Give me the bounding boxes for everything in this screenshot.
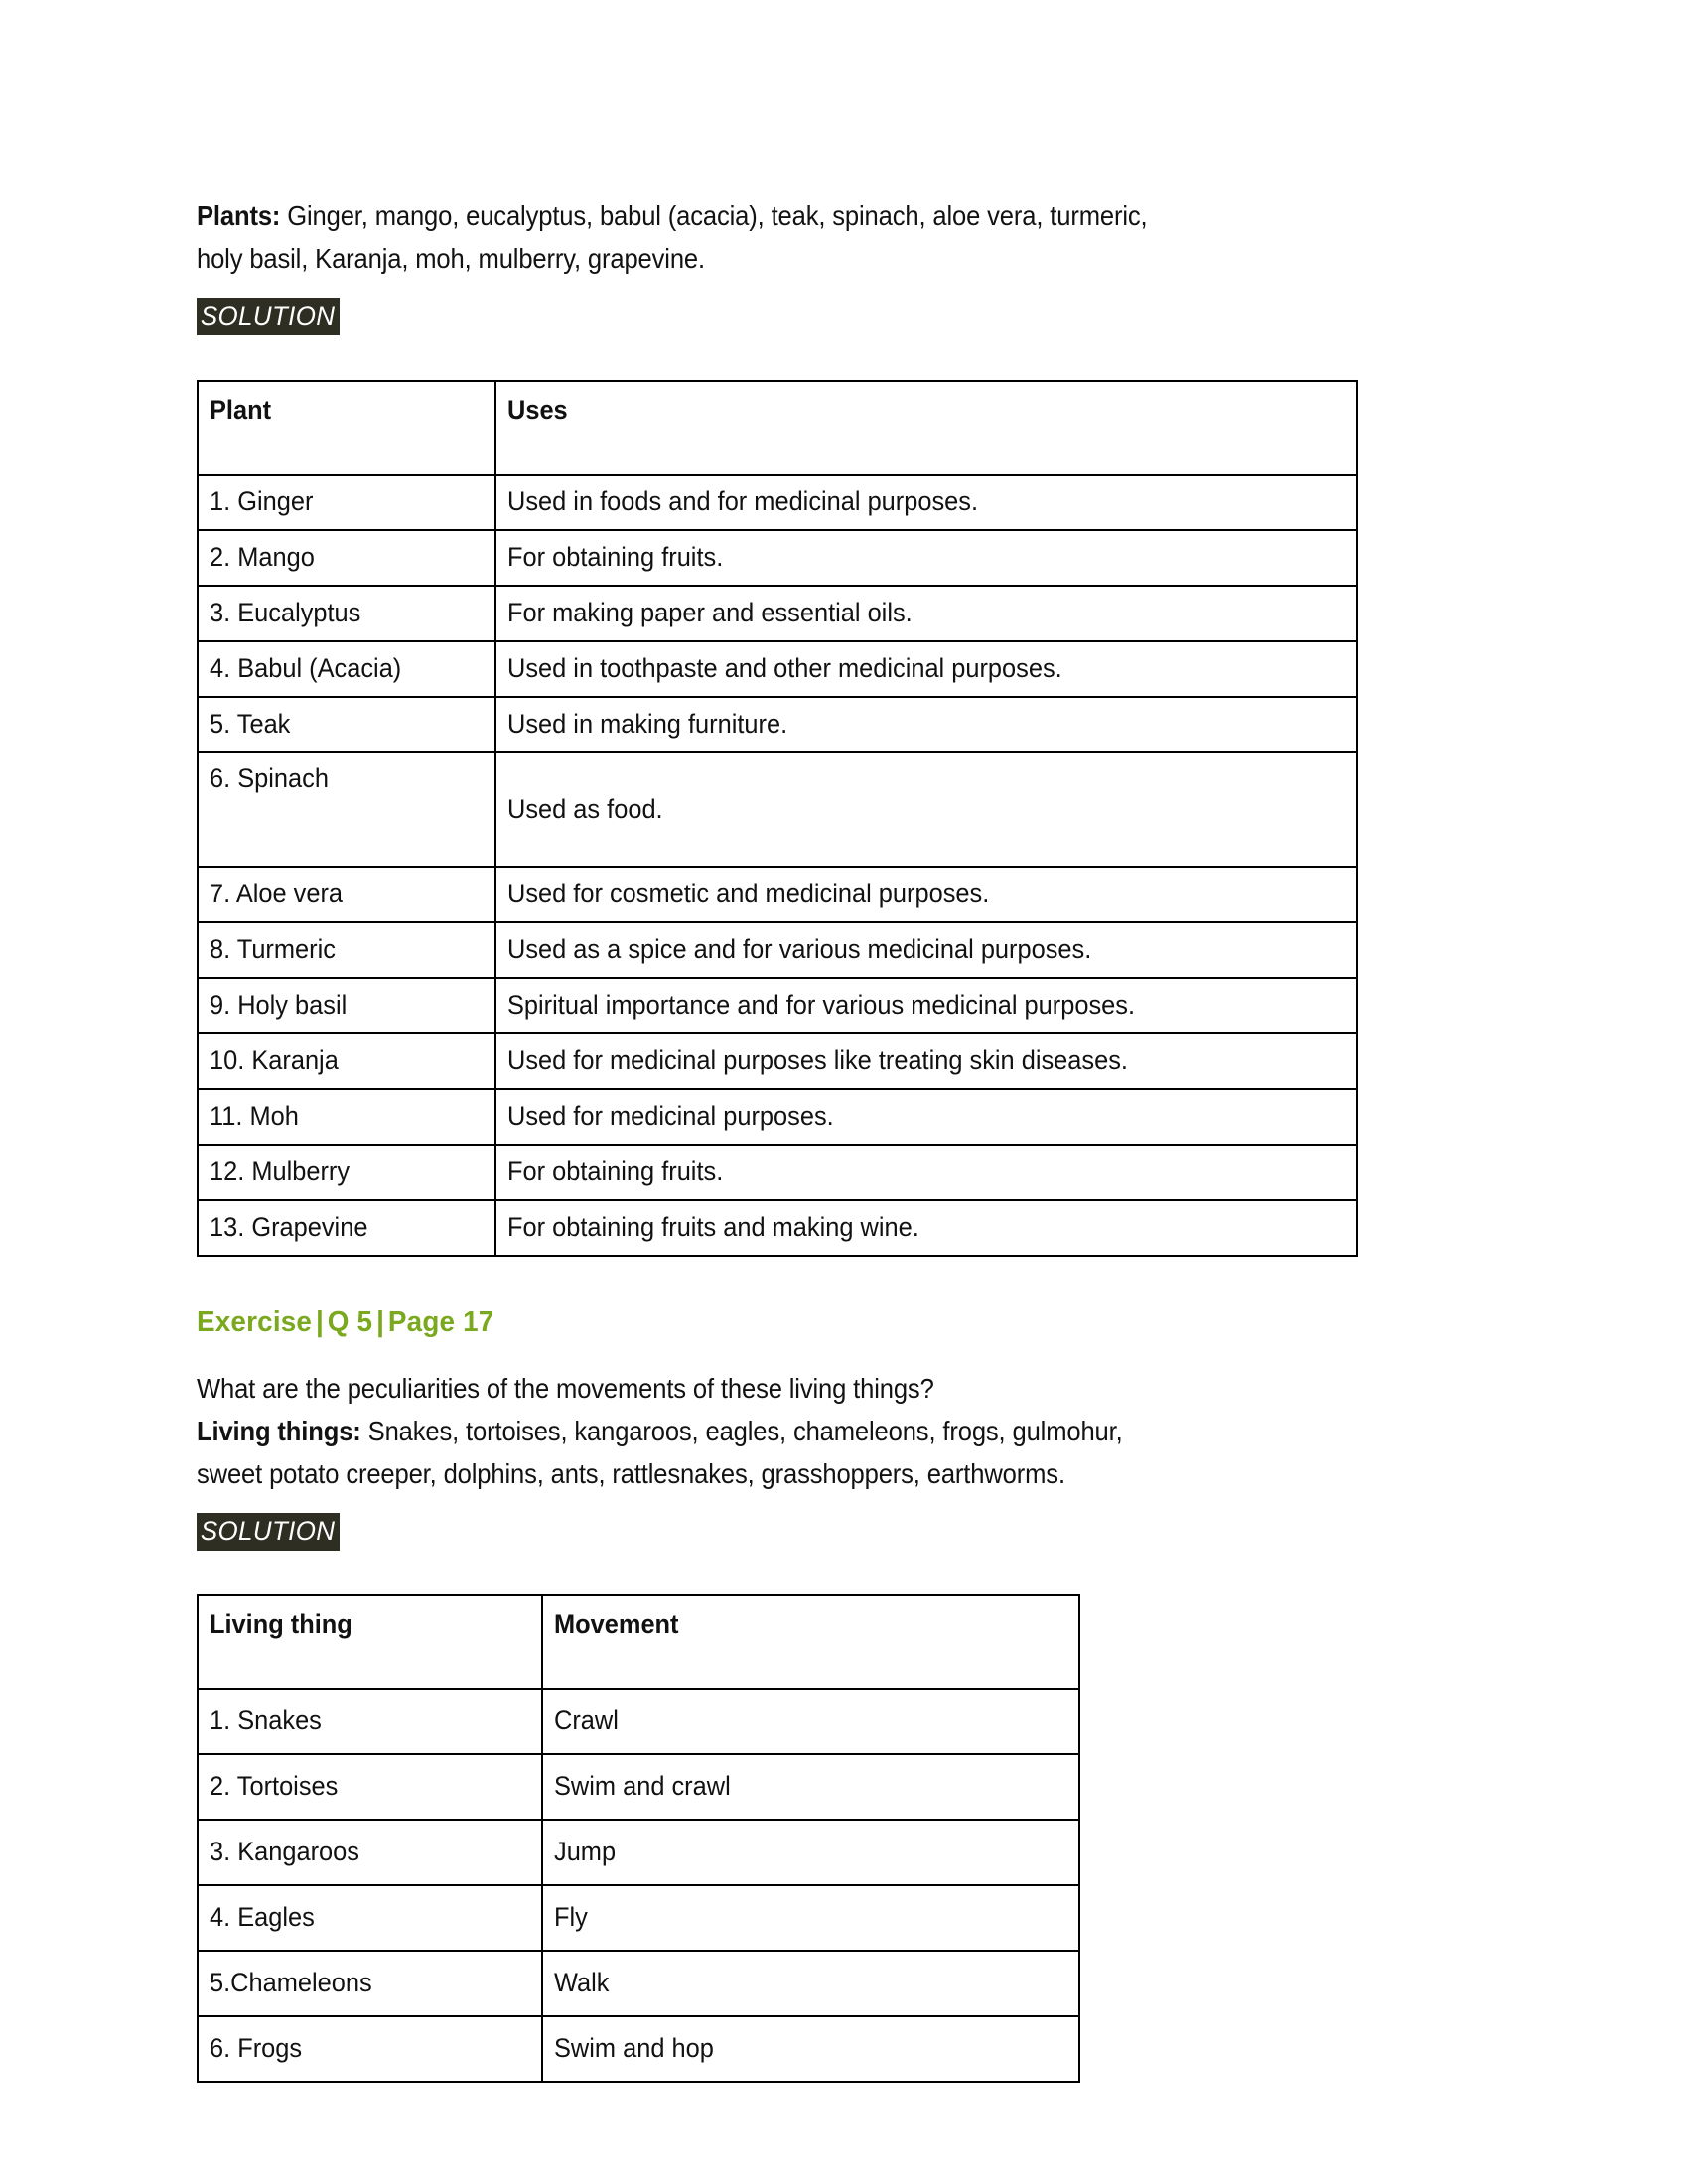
exercise-separator-1: | xyxy=(315,1306,324,1339)
living-thing-cell: 1. Snakes xyxy=(198,1689,542,1754)
plant-use-cell: Used in toothpaste and other medicinal purposes. xyxy=(495,641,1357,697)
movement-cell: Fly xyxy=(542,1885,1079,1951)
plant-name-cell: 4. Babul (Acacia) xyxy=(198,641,495,697)
living-things-label: Living things: xyxy=(197,1416,361,1447)
table-header-row xyxy=(198,381,1357,475)
plant-use-cell: Used in foods and for medicinal purposes. xyxy=(495,475,1357,530)
table-row xyxy=(198,530,1357,586)
table-row xyxy=(198,1145,1357,1200)
living-thing-cell: 3. Kangaroos xyxy=(198,1820,542,1885)
exercise-page-number: Page 17 xyxy=(387,1306,494,1339)
solution-badge-1: SOLUTION xyxy=(197,298,340,335)
plants-uses-table xyxy=(197,380,1358,1257)
table-row xyxy=(198,752,1357,867)
solution-badge-container-2 xyxy=(197,1513,1507,1550)
movement-cell: Jump xyxy=(542,1820,1079,1885)
table-row xyxy=(198,978,1357,1033)
solution-badge-container-1 xyxy=(197,298,1507,335)
plant-use-cell: Used for cosmetic and medicinal purposes. xyxy=(495,867,1357,922)
table-row xyxy=(198,1689,1079,1754)
living-things-movement-table xyxy=(197,1594,1080,2083)
plant-use-cell: Used in making furniture. xyxy=(495,697,1357,752)
plant-name-cell: 5. Teak xyxy=(198,697,495,752)
table-row xyxy=(198,1754,1079,1820)
plant-name-cell: 8. Turmeric xyxy=(198,922,495,978)
table-header-row xyxy=(198,1595,1079,1689)
living-things-line-1 xyxy=(197,1410,1416,1452)
plant-name-cell: 6. Spinach xyxy=(198,752,495,867)
question5-paragraph xyxy=(197,1367,1416,1495)
plant-name-cell: 1. Ginger xyxy=(198,475,495,530)
plant-name-cell: 10. Karanja xyxy=(198,1033,495,1089)
exercise-separator-2: | xyxy=(376,1306,385,1339)
table-row xyxy=(198,586,1357,641)
table-row xyxy=(198,1951,1079,2016)
plants-intro-line-1 xyxy=(197,195,1416,237)
plant-use-cell: Used for medicinal purposes like treating skin diseases. xyxy=(495,1033,1357,1089)
plant-name-cell: 13. Grapevine xyxy=(198,1200,495,1256)
living-thing-cell: 6. Frogs xyxy=(198,2016,542,2082)
table-row xyxy=(198,922,1357,978)
plant-name-cell: 7. Aloe vera xyxy=(198,867,495,922)
movement-cell: Swim and crawl xyxy=(542,1754,1079,1820)
table-row xyxy=(198,697,1357,752)
plant-use-cell: Used as food. xyxy=(495,752,1357,867)
exercise-question-number: Q 5 xyxy=(327,1306,373,1339)
living-thing-cell: 4. Eagles xyxy=(198,1885,542,1951)
table-row xyxy=(198,475,1357,530)
column-header-uses: Uses xyxy=(495,381,1357,475)
solution-badge-2: SOLUTION xyxy=(197,1513,340,1550)
document-content xyxy=(197,195,1507,2083)
column-header-living-thing: Living thing xyxy=(198,1595,542,1689)
table-row xyxy=(198,1033,1357,1089)
plant-use-cell: For obtaining fruits and making wine. xyxy=(495,1200,1357,1256)
living-things-list-part-1: Snakes, tortoises, kangaroos, eagles, chameleons, frogs, gulmohur, xyxy=(360,1416,1123,1447)
plant-name-cell: 2. Mango xyxy=(198,530,495,586)
plants-intro-paragraph xyxy=(197,195,1416,280)
exercise-label: Exercise xyxy=(197,1306,313,1339)
question5-prompt: What are the peculiarities of the movements of these living things? xyxy=(197,1373,934,1405)
plant-use-cell: For making paper and essential oils. xyxy=(495,586,1357,641)
living-thing-cell: 2. Tortoises xyxy=(198,1754,542,1820)
living-thing-cell: 5.Chameleons xyxy=(198,1951,542,2016)
movement-cell: Walk xyxy=(542,1951,1079,2016)
plants-intro-line-2: holy basil, Karanja, moh, mulberry, grapevine. xyxy=(197,243,705,274)
plant-name-cell: 3. Eucalyptus xyxy=(198,586,495,641)
table-row xyxy=(198,1200,1357,1256)
table-row xyxy=(198,2016,1079,2082)
living-things-line-2: sweet potato creeper, dolphins, ants, rattlesnakes, grasshoppers, earthworms. xyxy=(197,1458,1065,1490)
column-header-movement: Movement xyxy=(542,1595,1079,1689)
table-row xyxy=(198,867,1357,922)
exercise-heading xyxy=(197,1306,1455,1339)
table-row xyxy=(198,1820,1079,1885)
plant-use-cell: Used for medicinal purposes. xyxy=(495,1089,1357,1145)
plants-list-part-1: Ginger, mango, eucalyptus, babul (acacia), teak, spinach, aloe vera, turmeric, xyxy=(280,201,1148,231)
movement-cell: Swim and hop xyxy=(542,2016,1079,2082)
movement-cell: Crawl xyxy=(542,1689,1079,1754)
plant-name-cell: 11. Moh xyxy=(198,1089,495,1145)
column-header-plant: Plant xyxy=(198,381,495,475)
plant-use-cell: For obtaining fruits. xyxy=(495,1145,1357,1200)
plants-label: Plants: xyxy=(197,201,281,231)
plant-name-cell: 9. Holy basil xyxy=(198,978,495,1033)
plant-use-cell: Spiritual importance and for various medicinal purposes. xyxy=(495,978,1357,1033)
table-row xyxy=(198,1089,1357,1145)
plant-name-cell: 12. Mulberry xyxy=(198,1145,495,1200)
plant-use-cell: Used as a spice and for various medicinal purposes. xyxy=(495,922,1357,978)
plant-use-cell: For obtaining fruits. xyxy=(495,530,1357,586)
table-row xyxy=(198,1885,1079,1951)
table-row xyxy=(198,641,1357,697)
